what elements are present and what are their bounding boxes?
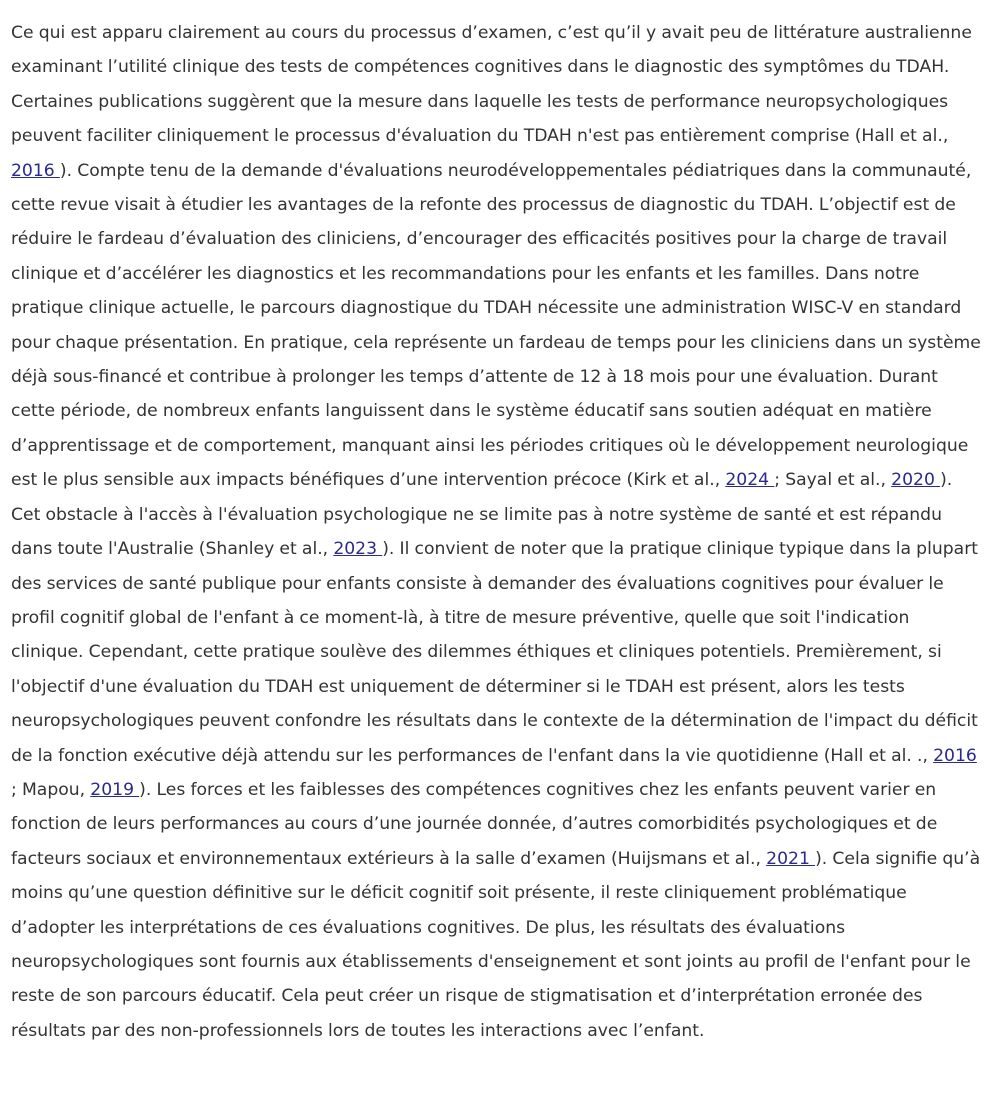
citation-link-hall-2016-second[interactable]: 2016 bbox=[933, 745, 977, 766]
citation-link-sayal-2020[interactable]: 2020 bbox=[891, 470, 941, 491]
paragraph-text: ). Il convient de noter que la pratique clinique typique dans la plupart des services de santé publique pour enfants consiste à demander des évaluations cognitives pour évaluer le profil cognitif global de l'enfant à ce moment-là, à titre de mesure préventive, quelle que soit l'indication clinique. Cependant, cette pratique soulève des dilemmes éthiques et cliniques potentiels. Premièrement, si l'objectif d'une évaluation du TDAH est uniquement de déterminer si le TDAH est présent, alors les tests neuropsychologiques peuvent confondre les résultats dans le contexte de la détermination de l'impact du déficit de la fonction exécutive déjà attendu sur les performances de l'enfant dans la vie quotidienne (Hall et al. ., bbox=[11, 539, 979, 766]
paragraph-text: ). Cela signifie qu’à moins qu’une question définitive sur le déficit cognitif soit présente, il reste cliniquement problématique d’adopter les interprétations de ces évaluations cognitives. De plus, les résultats des évaluations neuropsychologiques sont fournis aux établissements d'enseignement et sont joints au profil de l'enfant pour le reste de son parcours éducatif. Cela peut créer un risque de stigmatisation et d’interprétation erronée des résultats par des non-professionnels lors de toutes les interactions avec l’enfant. bbox=[11, 848, 981, 1041]
paragraph-text: ). Les forces et les faiblesses des compétences cognitives chez les enfants peuvent varier en fonction de leurs performances au cours d’une journée donnée, d’autres comorbidités psychologiques et de facteurs sociaux et environnementaux extérieurs à la salle d’examen (Huijsmans et al., bbox=[11, 779, 938, 869]
citation-link-mapou-2019[interactable]: 2019 bbox=[90, 779, 140, 800]
citation-link-shanley-2023[interactable]: 2023 bbox=[333, 539, 383, 560]
paragraph-text: Ce qui est apparu clairement au cours du processus d’examen, c’est qu’il y avait peu de littérature australienne examinant l’utilité clinique des tests de compétences cognitives dans le diagnostic des symptômes du TDAH. Certaines publications suggèrent que la mesure dans laquelle les tests de performance neuropsychologiques peuvent faciliter cliniquement le processus d'évaluation du TDAH n'est pas entièrement comprise (Hall et al., bbox=[11, 23, 972, 147]
paragraph-text: ; Sayal et al., bbox=[774, 470, 892, 491]
paragraph-text: ). Compte tenu de la demande d'évaluations neurodéveloppementales pédiatriques dans la communauté, cette revue visait à étudier les avantages de la refonte des processus de diagnostic du TDAH. L’objectif est de réduire le fardeau d’évaluation des cliniciens, d’encourager des efficacités positives pour la charge de travail clinique et d’accélérer les diagnostics et les recommandations pour les enfants et les familles. Dans notre pratique clinique actuelle, le parcours diagnostique du TDAH nécessite une administration WISC-V en standard pour chaque présentation. En pratique, cela représente un fardeau de temps pour les cliniciens dans un système déjà sous-financé et contribue à prolonger les temps d’attente de 12 à 18 mois pour une évaluation. Durant cette période, de nombreux enfants languissent dans le système éducatif sans soutien adéquat en matière d’apprentissage et de comportement, manquant ainsi les périodes critiques où le développement neurologique est le plus sensible aux impacts bénéfiques d’une intervention précoce (Kirk et al., bbox=[11, 160, 981, 491]
citation-link-hall-2016[interactable]: 2016 bbox=[11, 160, 60, 181]
paragraph-text: ; Mapou, bbox=[11, 779, 91, 800]
citation-link-kirk-2024[interactable]: 2024 bbox=[725, 470, 775, 491]
paragraph-text: ). Cet obstacle à l'accès à l'évaluation psychologique ne se limite pas à notre système de santé et est répandu dans toute l'Australie (Shanley et al., bbox=[11, 470, 953, 560]
citation-link-huijsmans-2021[interactable]: 2021 bbox=[766, 848, 816, 869]
article-paragraph bbox=[11, 16, 983, 1048]
